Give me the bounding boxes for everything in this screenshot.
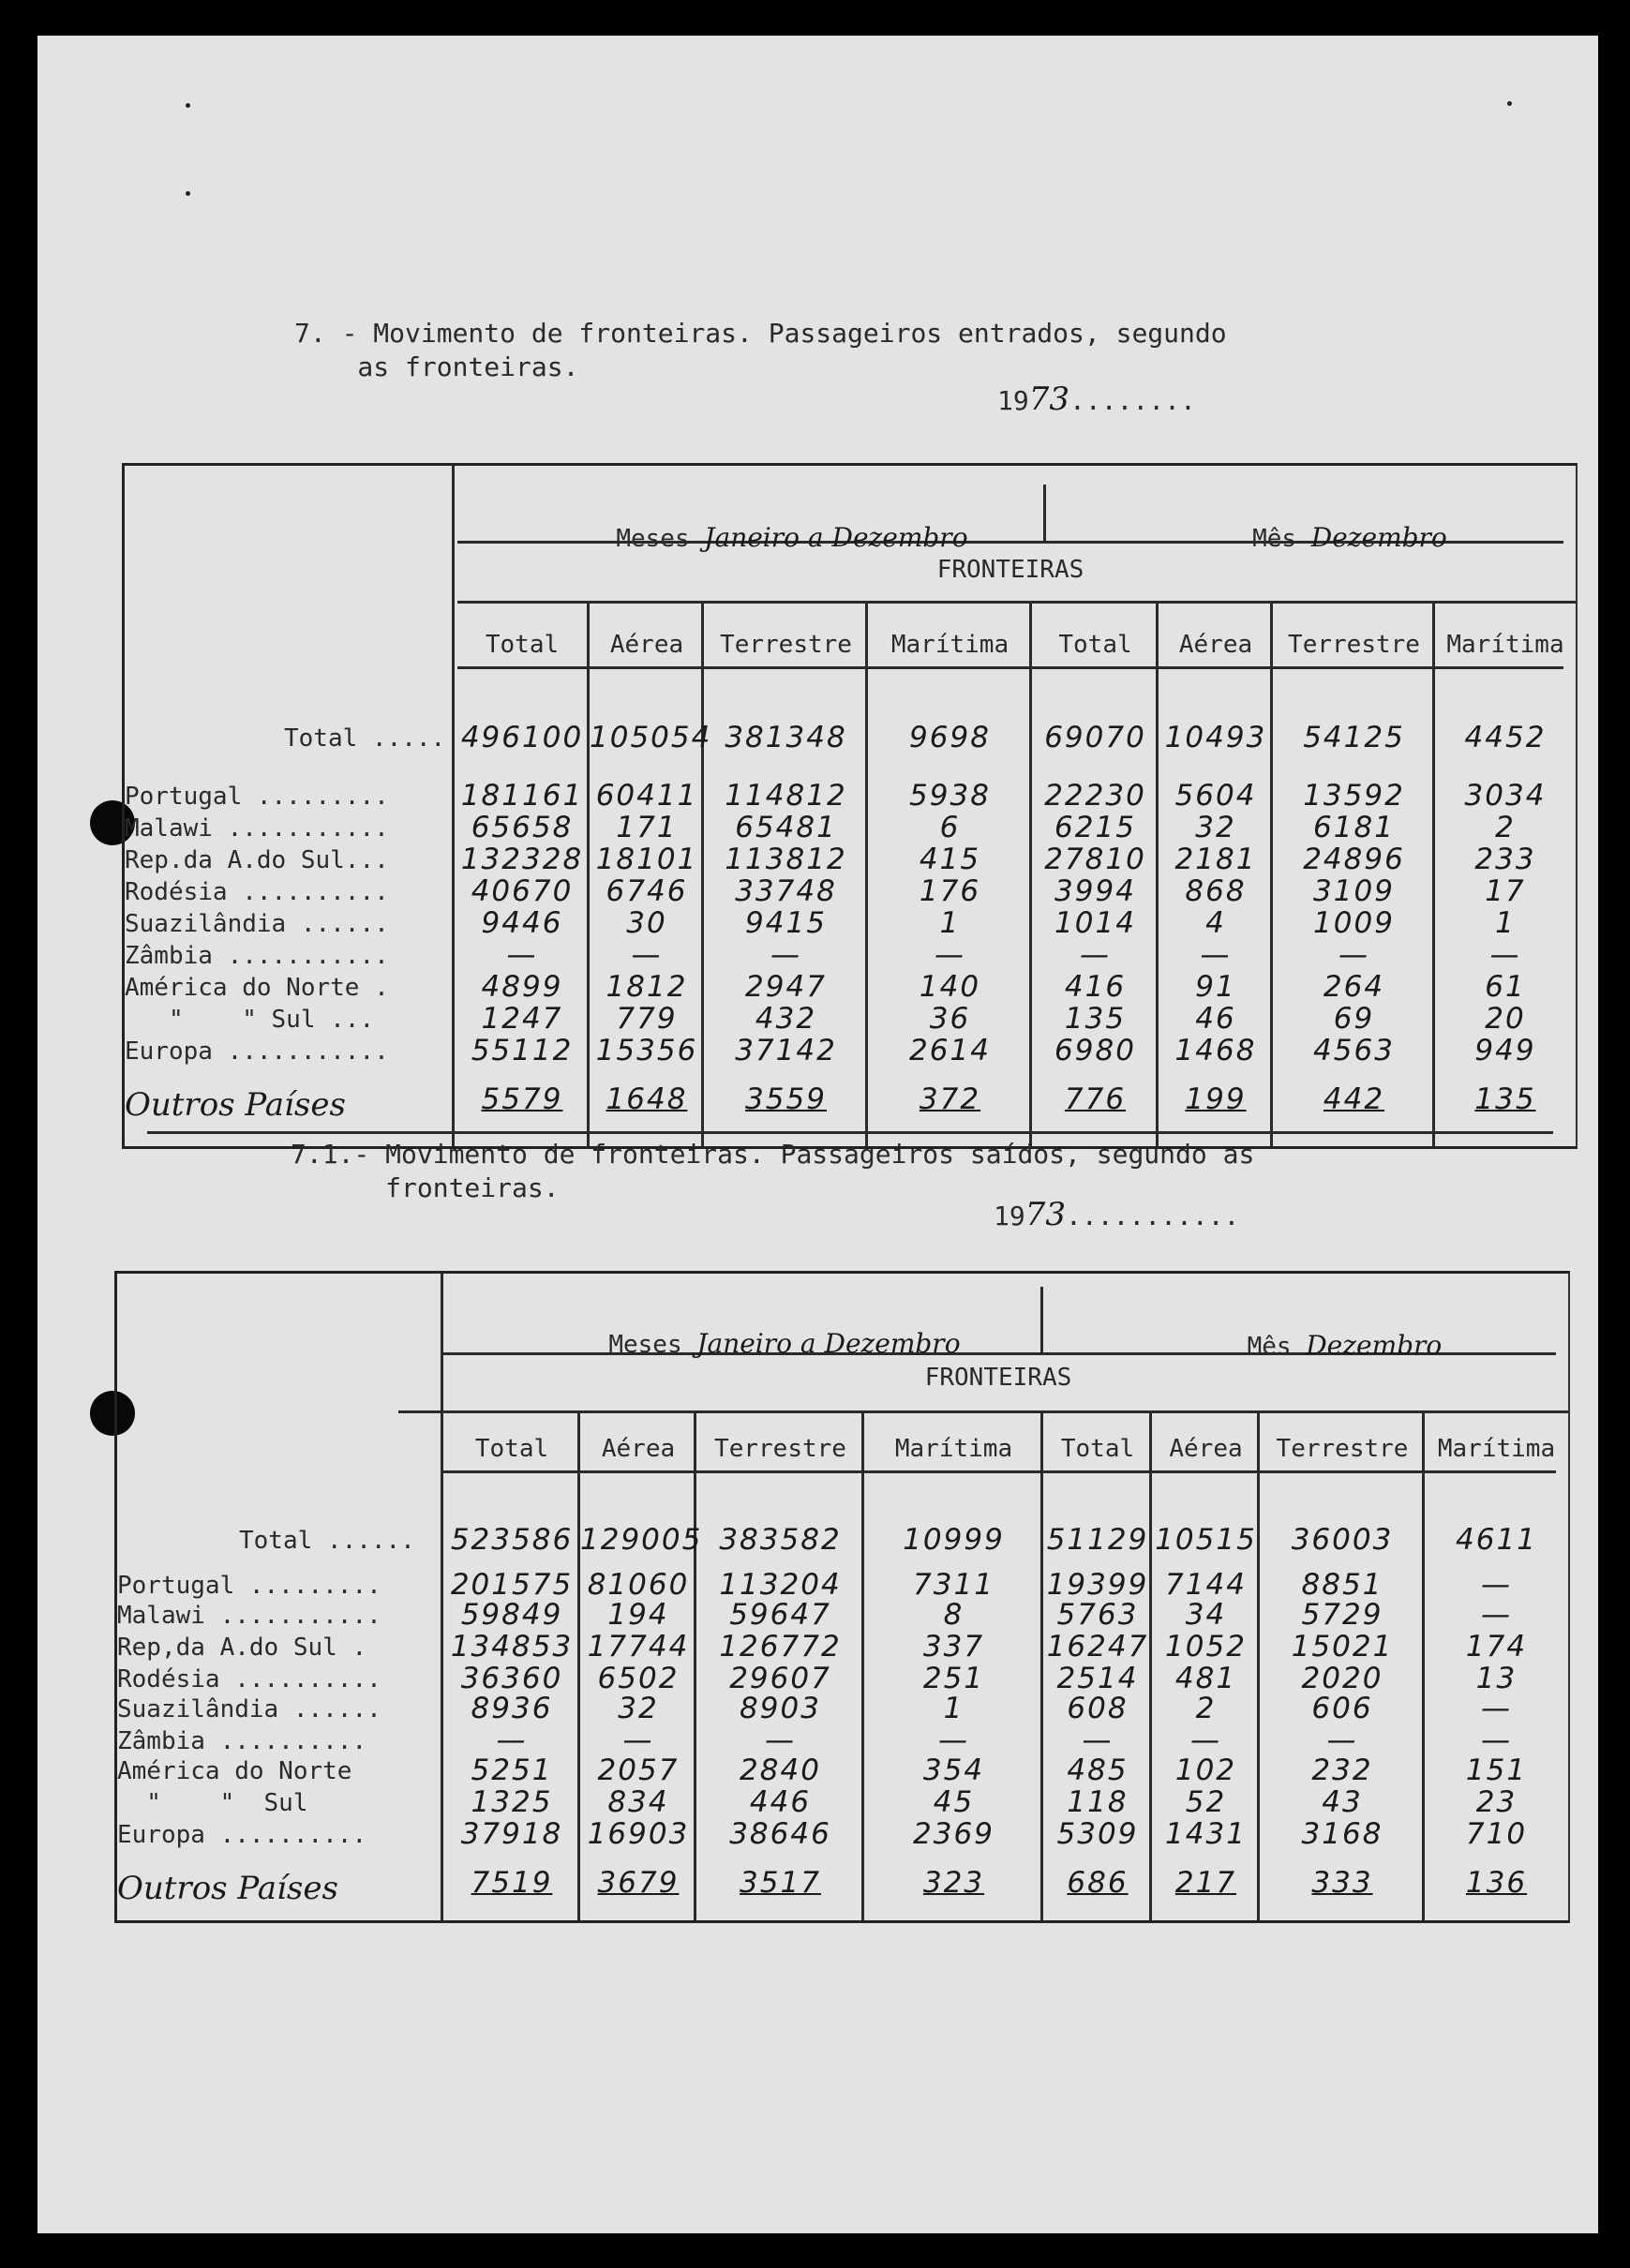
- table-cell: 333: [1311, 1866, 1373, 1900]
- table-cell: 2947: [745, 970, 827, 1004]
- column-header: Terrestre: [714, 1435, 846, 1463]
- table-cell: 61: [1485, 970, 1526, 1004]
- table-cell: 37142: [735, 1034, 837, 1067]
- column-header: Total: [1060, 1435, 1135, 1463]
- table-cell: 22230: [1044, 779, 1146, 813]
- table-cell: 7311: [913, 1568, 994, 1602]
- row-label: Malawi ...........: [125, 814, 389, 843]
- table1-fronteiras-header: FRONTEIRAS: [936, 556, 1084, 584]
- table-cell: 113204: [719, 1568, 842, 1602]
- table-cell: 129005: [580, 1523, 703, 1557]
- table-cell: 1431: [1165, 1817, 1247, 1851]
- table-cell: 36003: [1291, 1523, 1394, 1557]
- table-cell: 2181: [1174, 843, 1257, 876]
- paper-speck: [1507, 101, 1512, 106]
- row-label: " " Sul ...: [125, 1006, 375, 1034]
- table-cell: 135: [1064, 1002, 1127, 1036]
- table-cell: —: [506, 938, 538, 972]
- row-label: Total ......: [239, 1527, 415, 1555]
- table-cell: 13: [1475, 1662, 1518, 1695]
- table-cell: 217: [1174, 1866, 1237, 1900]
- table-cell: 9698: [909, 721, 991, 754]
- table-cell: 1648: [606, 1082, 688, 1116]
- table-cell: 1812: [606, 970, 688, 1004]
- table-cell: 19399: [1046, 1568, 1149, 1602]
- table-cell: 9446: [481, 906, 563, 940]
- table-cell: 6: [939, 811, 961, 844]
- table-cell: 20: [1485, 1002, 1526, 1036]
- row-label: Rep,da A.do Sul .: [117, 1634, 367, 1662]
- table-cell: 1247: [481, 1002, 563, 1036]
- table-cell: 6215: [1054, 811, 1136, 844]
- table-cell: 1: [1495, 906, 1516, 940]
- table-cell: 15356: [595, 1034, 698, 1067]
- table-cell: 2020: [1301, 1662, 1383, 1695]
- table-cell: 114812: [725, 779, 847, 813]
- table-cell: 776: [1064, 1082, 1127, 1116]
- table-cell: 2: [1495, 811, 1516, 844]
- table-cell: 381348: [725, 721, 847, 754]
- table-cell: 337: [922, 1630, 985, 1664]
- table-cell: 65481: [735, 811, 837, 844]
- table-cell: 1014: [1054, 906, 1136, 940]
- table-cell: 8936: [471, 1692, 553, 1725]
- table-cell: 81060: [587, 1568, 690, 1602]
- table-cell: 5604: [1174, 779, 1257, 813]
- table-cell: 949: [1474, 1034, 1536, 1067]
- table-cell: 606: [1311, 1692, 1373, 1725]
- row-label: Total .....: [284, 724, 446, 753]
- table-cell: 52: [1185, 1785, 1227, 1819]
- table-cell: 6181: [1313, 811, 1395, 844]
- table-cell: 136: [1465, 1866, 1528, 1900]
- row-label: Europa ...........: [125, 1037, 389, 1066]
- table-cell: 446: [749, 1785, 812, 1819]
- table-cell: 151: [1465, 1753, 1528, 1787]
- table2-year: 1973...........: [994, 1196, 1240, 1233]
- table-cell: 32: [1195, 811, 1236, 844]
- table-cell: 16903: [587, 1817, 690, 1851]
- table-cell: 779: [616, 1002, 678, 1036]
- table-cell: 834: [607, 1785, 669, 1819]
- table-cell: —: [631, 938, 663, 972]
- table-cell: 30: [626, 906, 667, 940]
- table-cell: 16247: [1046, 1630, 1149, 1664]
- table-cell: 496100: [460, 721, 584, 754]
- row-label: Suazilândia ......: [125, 910, 389, 938]
- table-cell: 32: [618, 1692, 659, 1725]
- table-cell: 45: [933, 1785, 975, 1819]
- table-cell: 3994: [1054, 874, 1136, 908]
- table-cell: —: [622, 1723, 654, 1757]
- table-cell: 8: [943, 1598, 965, 1632]
- table-cell: —: [938, 1723, 969, 1757]
- table-cell: 2840: [740, 1753, 821, 1787]
- table-cell: 710: [1465, 1817, 1528, 1851]
- row-label: Portugal .........: [117, 1572, 381, 1600]
- table-cell: —: [1082, 1723, 1114, 1757]
- table-cell: 485: [1067, 1753, 1129, 1787]
- table-cell: —: [935, 938, 965, 972]
- table-cell: 523586: [450, 1523, 574, 1557]
- table-cell: 481: [1174, 1662, 1237, 1695]
- column-header: Terrestre: [720, 631, 852, 659]
- table-cell: 2369: [913, 1817, 994, 1851]
- table-cell: 264: [1323, 970, 1385, 1004]
- table-cell: 69: [1333, 1002, 1375, 1036]
- row-label: Rodésia ..........: [117, 1665, 381, 1694]
- table2-meses-header: Meses Janeiro a Dezembro: [608, 1328, 961, 1359]
- table-cell: 36: [929, 1002, 971, 1036]
- table-cell: 46: [1195, 1002, 1236, 1036]
- paper-speck: [186, 103, 190, 108]
- table-cell: 17: [1485, 874, 1526, 908]
- row-label: Portugal .........: [125, 783, 389, 811]
- table-cell: 171: [616, 811, 678, 844]
- table-cell: 232: [1311, 1753, 1373, 1787]
- table-cell: 2: [1195, 1692, 1217, 1725]
- table1-year: 1973........: [997, 380, 1196, 418]
- table-cell: 17744: [587, 1630, 690, 1664]
- table-cell: 4899: [481, 970, 563, 1004]
- table-cell: 5763: [1056, 1598, 1139, 1632]
- table-cell: 201575: [450, 1568, 574, 1602]
- table-cell: 3559: [745, 1082, 827, 1116]
- table-cell: 4611: [1456, 1523, 1537, 1557]
- column-header: Aérea: [1169, 1435, 1243, 1463]
- table-cell: —: [770, 938, 801, 972]
- table-cell: 3168: [1301, 1817, 1383, 1851]
- table-cell: 59849: [460, 1598, 563, 1632]
- row-label: Rodésia ..........: [125, 878, 389, 906]
- table-cell: 4: [1205, 906, 1226, 940]
- row-label: Zâmbia ...........: [125, 942, 389, 970]
- table-cell: 6746: [606, 874, 688, 908]
- table-cell: 5251: [471, 1753, 553, 1787]
- table-cell: 174: [1465, 1630, 1528, 1664]
- table-cell: 3034: [1464, 779, 1547, 813]
- table-cell: 36360: [460, 1662, 563, 1695]
- column-header: Aérea: [1178, 631, 1253, 659]
- table-cell: 868: [1185, 874, 1247, 908]
- table-cell: 1468: [1174, 1034, 1257, 1067]
- table-cell: 199: [1185, 1082, 1247, 1116]
- table-cell: 5309: [1056, 1817, 1139, 1851]
- table1-title: 7. - Movimento de fronteiras. Passageiros entrados, segundo as fronteiras.: [294, 318, 1227, 382]
- table-cell: 10493: [1164, 721, 1267, 754]
- table-cell: 10999: [903, 1523, 1005, 1557]
- table-cell: 3109: [1313, 874, 1395, 908]
- table-cell: 194: [607, 1598, 669, 1632]
- table-cell: —: [1481, 1568, 1512, 1602]
- table-cell: 608: [1067, 1692, 1129, 1725]
- table-cell: 323: [922, 1866, 985, 1900]
- row-label: Malawi ...........: [117, 1602, 381, 1630]
- table-cell: 33748: [735, 874, 837, 908]
- table-cell: 5579: [481, 1082, 563, 1116]
- table-cell: 135: [1474, 1082, 1536, 1116]
- row-label: América do Norte .: [125, 974, 389, 1002]
- row-label: Suazilândia ......: [117, 1695, 381, 1723]
- table-cell: 51129: [1046, 1523, 1149, 1557]
- table-cell: 1: [939, 906, 961, 940]
- table-cell: —: [1481, 1598, 1512, 1632]
- table2-saidos: [114, 1271, 1570, 1923]
- table1-mes-header: Mês Dezembro: [1252, 522, 1447, 553]
- table-cell: 10515: [1155, 1523, 1257, 1557]
- table-cell: 54125: [1303, 721, 1405, 754]
- column-header: Aérea: [609, 631, 684, 659]
- column-header: Total: [485, 631, 560, 659]
- table-cell: 3517: [740, 1866, 821, 1900]
- table-cell: 233: [1474, 843, 1536, 876]
- table-cell: 15021: [1291, 1630, 1394, 1664]
- table-cell: 38646: [729, 1817, 831, 1851]
- table-cell: —: [1200, 938, 1232, 972]
- table-cell: 18101: [595, 843, 698, 876]
- table-cell: 2057: [597, 1753, 680, 1787]
- table-cell: 2614: [909, 1034, 991, 1067]
- table-cell: 1052: [1165, 1630, 1247, 1664]
- table-cell: 65658: [471, 811, 574, 844]
- row-label: América do Norte: [117, 1757, 352, 1785]
- table-cell: 29607: [729, 1662, 831, 1695]
- table2-mes-header: Mês Dezembro: [1247, 1330, 1443, 1361]
- table-cell: —: [1080, 938, 1111, 972]
- table-cell: 55112: [471, 1034, 574, 1067]
- table-cell: 2514: [1056, 1662, 1139, 1695]
- table-cell: 372: [919, 1082, 981, 1116]
- table-cell: —: [1190, 1723, 1221, 1757]
- table-cell: 176: [919, 874, 981, 908]
- table-cell: 102: [1174, 1753, 1237, 1787]
- table-cell: 37918: [460, 1817, 563, 1851]
- table-cell: 416: [1064, 970, 1127, 1004]
- table2-fronteiras-header: FRONTEIRAS: [924, 1364, 1072, 1392]
- table2-title: 7.1.- Movimento de fronteiras. Passageiros saídos, segundo as fronteiras.: [291, 1139, 1255, 1203]
- table-cell: 126772: [719, 1630, 842, 1664]
- row-label: " " Sul: [117, 1789, 308, 1817]
- table-cell: 4452: [1464, 721, 1547, 754]
- table-cell: 442: [1323, 1082, 1385, 1116]
- table-cell: 5729: [1301, 1598, 1383, 1632]
- table-cell: —: [1489, 938, 1521, 972]
- table-cell: 132328: [460, 843, 584, 876]
- table-cell: 181161: [460, 779, 584, 813]
- table-cell: —: [1481, 1723, 1512, 1757]
- table-cell: 1325: [471, 1785, 553, 1819]
- column-header: Marítima: [1446, 631, 1564, 659]
- table-cell: 686: [1067, 1866, 1129, 1900]
- row-label-outros-paises: Outros Países: [117, 1870, 338, 1907]
- table-cell: 415: [919, 843, 981, 876]
- table-cell: 251: [922, 1662, 985, 1695]
- table-cell: 43: [1322, 1785, 1363, 1819]
- table-cell: 105054: [590, 721, 712, 754]
- column-header: Marítima: [894, 1435, 1013, 1463]
- table-cell: 24896: [1303, 843, 1405, 876]
- table-cell: 4563: [1313, 1034, 1395, 1067]
- table-cell: 383582: [719, 1523, 842, 1557]
- table-cell: 140: [919, 970, 981, 1004]
- table-cell: 27810: [1044, 843, 1146, 876]
- column-header: Marítima: [1437, 1435, 1556, 1463]
- row-label: Rep.da A.do Sul...: [125, 846, 389, 874]
- table-cell: 7144: [1165, 1568, 1247, 1602]
- table-cell: 134853: [450, 1630, 574, 1664]
- column-header: Total: [474, 1435, 549, 1463]
- table-cell: 23: [1475, 1785, 1518, 1819]
- table-cell: 6980: [1054, 1034, 1136, 1067]
- table-cell: 113812: [725, 843, 847, 876]
- table-cell: 1: [943, 1692, 965, 1725]
- column-header: Terrestre: [1276, 1435, 1409, 1463]
- table-cell: 69070: [1044, 721, 1146, 754]
- table-cell: 40670: [471, 874, 574, 908]
- table-cell: —: [765, 1723, 796, 1757]
- table-cell: 5938: [909, 779, 991, 813]
- table-cell: —: [1481, 1692, 1512, 1725]
- table-cell: —: [496, 1723, 528, 1757]
- row-label-outros-paises: Outros Países: [125, 1086, 346, 1124]
- table-cell: —: [1326, 1723, 1358, 1757]
- table-cell: 432: [755, 1002, 817, 1036]
- document-page: [37, 36, 1598, 2233]
- table-cell: —: [1338, 938, 1369, 972]
- table1-meses-header: Meses Janeiro a Dezembro: [616, 522, 968, 553]
- table-cell: 118: [1067, 1785, 1129, 1819]
- paper-speck: [186, 191, 190, 196]
- table-cell: 91: [1195, 970, 1236, 1004]
- table-cell: 8903: [740, 1692, 821, 1725]
- column-header: Terrestre: [1288, 631, 1420, 659]
- table-cell: 34: [1185, 1598, 1227, 1632]
- row-label: Europa ..........: [117, 1821, 367, 1849]
- table-cell: 8851: [1301, 1568, 1383, 1602]
- table-cell: 6502: [597, 1662, 680, 1695]
- table-cell: 60411: [595, 779, 698, 813]
- row-label: Zâmbia ..........: [117, 1727, 367, 1755]
- column-header: Aérea: [601, 1435, 676, 1463]
- table-cell: 7519: [471, 1866, 553, 1900]
- table-cell: 3679: [597, 1866, 680, 1900]
- table-cell: 13592: [1303, 779, 1405, 813]
- table-cell: 59647: [729, 1598, 831, 1632]
- column-header: Marítima: [890, 631, 1009, 659]
- table1-entrados: [122, 463, 1578, 1149]
- column-header: Total: [1058, 631, 1132, 659]
- table-cell: 354: [922, 1753, 985, 1787]
- table-cell: 1009: [1313, 906, 1395, 940]
- table-cell: 9415: [745, 906, 827, 940]
